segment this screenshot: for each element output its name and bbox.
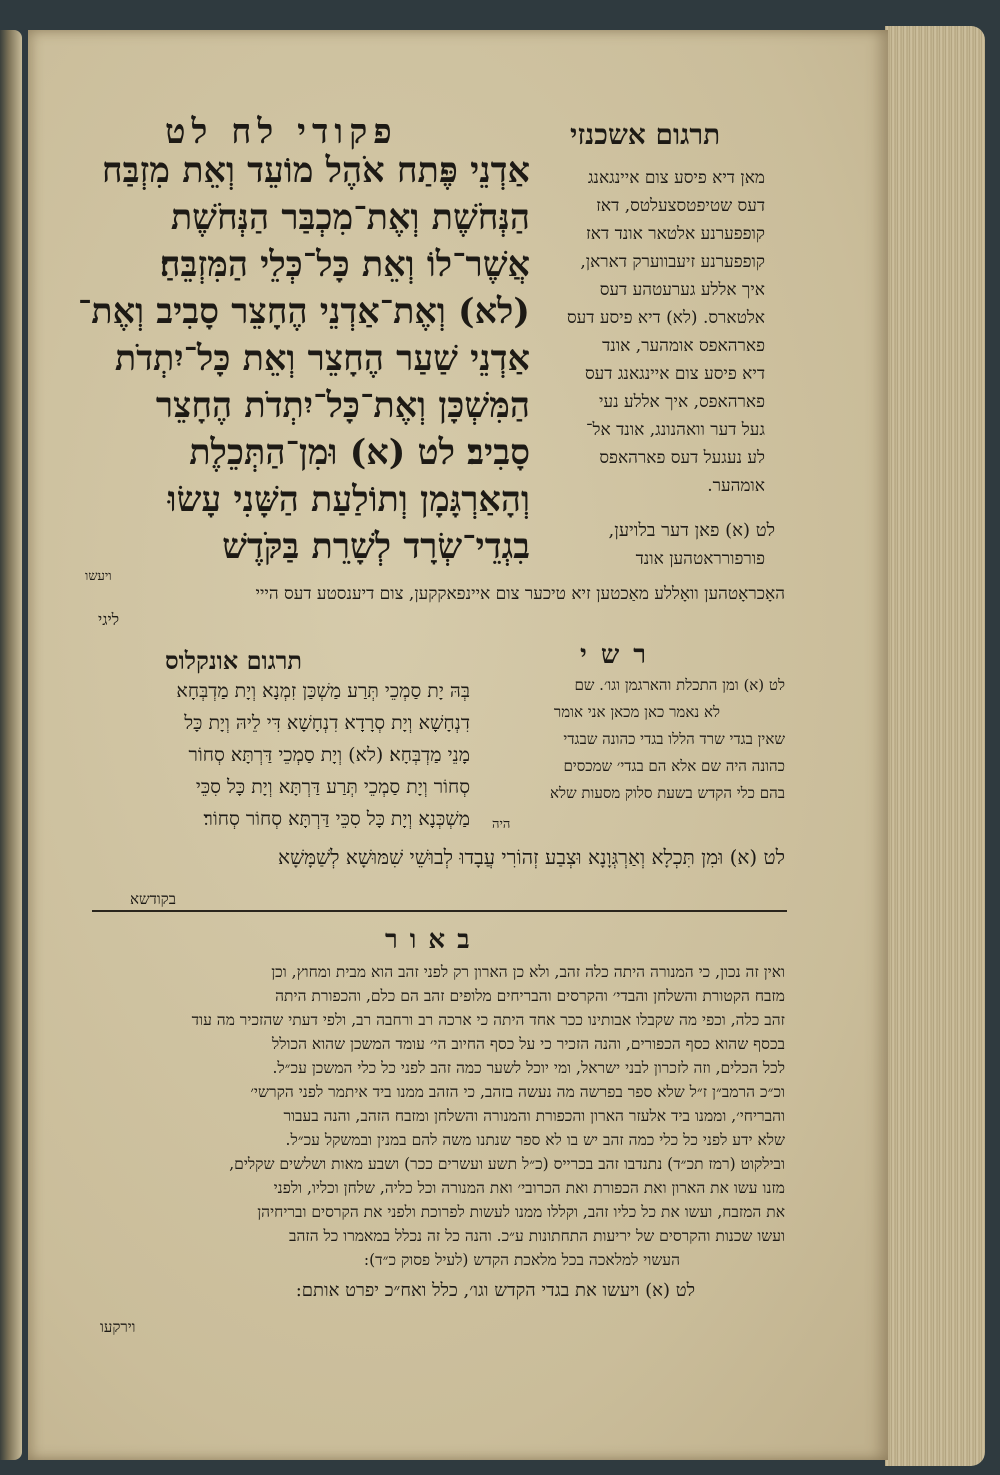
biur-line: ובילקוט (רמז תכ״ד) נתנדבו זהב בכרייס (כ״ל תשע ועשרים ככר) ושבע מאות ושלשים שקלים,	[229, 1155, 785, 1173]
torah-line: הַנְּחֹשֶׁת וְאֶת־מִכְבַּר הַנְּחֹשֶׁת	[170, 197, 530, 238]
translation-line: פורפורראטהען אונד	[635, 549, 765, 569]
rashi-heading: רשי	[580, 640, 660, 670]
biur-line: מזבח הקטורת והשלחן והבדי׳ והקרסים והבריחים מלופים זהב הם כלם, והכפורת היתה	[275, 987, 785, 1005]
torah-line: אֲשֶׁר־לוֹ וְאֵת כָּל־כְּלֵי הַמִּזְבֵּחַ׃	[159, 244, 530, 285]
translation-line: מאן דיא פיסע צום איינגאנג	[587, 168, 765, 188]
page-stack-edge	[885, 26, 985, 1466]
onkelos-ch39-line: לט (א) וּמִן תִּכְלָא וְאַרְגְּוָנָא וּצְבַע זְהוֹרִי עֲבָדוּ לְבוּשֵׁי שִׁמּוּשָׁא לְשַׁמָּשָׁא	[277, 845, 785, 869]
biur-heading: באור	[385, 925, 482, 955]
translation-line: דעס שטיפטסצעלטס, דאז	[596, 196, 765, 216]
torah-line: אַדְנֵי פֶּתַח אֹהֶל מוֹעֵד וְאֵת מִזְבַּח	[101, 150, 530, 191]
rashi-line: לא נאמר כאן מכאן אני אומר	[553, 703, 720, 721]
biur-line: ועשו שכנות והקרסים של יריעות התחתונות ע״כ. והנה כל זה נכלל במאמרו כל הזהב	[288, 1227, 785, 1245]
translation-line: פארהאפס, איך אללע נעי	[599, 392, 765, 412]
biur-line: העשוי למלאכה בכל מלאכת הקדש (לעיל פסוק כ״ד):	[363, 1251, 680, 1269]
torah-catchword: ויעשו	[85, 569, 112, 584]
biur-catchword: וירקעו	[100, 1318, 136, 1336]
biur-line: והבריחי׳, וממנו ביד אלעזר הארון והכפורת והמנורה והשלחן ומזבח הזהב, והנה בעבור	[283, 1107, 785, 1125]
torah-line: (לא) וְאֶת־אַדְנֵי הֶחָצֵר סָבִיב וְאֶת־	[77, 291, 530, 332]
biur-line: זהב כלה, וכפי מה שקבלו אבותינו ככר אחד היתה כי ארכה רב ורחבה רב, ולפי דעתי שהזכיר מה עוד	[191, 1011, 785, 1029]
torah-line: הַמִּשְׁכָּן וְאֶת־כָּל־יִתְדֹת הֶחָצֵר	[155, 385, 530, 426]
torah-line: בִגְדֵי־שְׂרָד לְשָׁרֵת בַּקֹּדֶשׁ	[222, 526, 530, 567]
onkelos-line: דִנְחָשָׁא וְיָת סְרָדָא דִנְחָשָׁא דִּי לֵיהּ וְיָת כָּל	[184, 712, 470, 734]
translation-line: לט (א) פאן דער בלויען,	[608, 520, 775, 541]
biur-ch39-line: לט (א) ויעשו את בגדי הקדש וגו׳, כלל ואח״כ יפרט אותם:	[295, 1280, 695, 1301]
torah-line: וְהָאַרְגָּמָן וְתוֹלַעַת הַשָּׁנִי עָשׂוּ	[167, 479, 530, 520]
onkelos-line: בְּהּ יָת סַמְכֵי תְּרַע מַשְׁכַּן זִמְנָא וְיָת מַדְבְּחָא	[176, 680, 470, 702]
onkelos-catchword: בקודשא	[130, 890, 176, 908]
biur-line: מזנו עשו את הארון ואת הכפורת ואת הכרובי׳ ואת המנורה וכל כליה, שלחן וכליו, ולפני	[273, 1179, 785, 1197]
left-page-edge	[0, 30, 22, 1460]
translation-line: אלטארס. (לא) דיא פיסע דעס	[566, 308, 765, 328]
running-title-right: תרגום אשכנזי	[570, 118, 721, 151]
onkelos-line: סְחוֹר וְיָת סַמְכֵי תְּרַע דַּרְתָּא וְיָת כָּל סִכֵּי	[195, 776, 470, 798]
torah-line: אַדְנֵי שַׁעַר הֶחָצֵר וְאֵת כָּל־יִתְדֹת	[114, 338, 530, 379]
translation-line: אומהער.	[707, 476, 765, 496]
biur-line: וכ״כ הרמב״ן ז״ל שלא ספר בפרשה מה נעשה בזהב, כי הזהב ממנו ביד איתמר לפני הקרשי׳	[250, 1083, 785, 1101]
translation-line: לע נעגעל דעס פארהאפס	[599, 448, 765, 468]
biur-line: בכסף שהוא כסף הכפורים, והנה הזכיר כי על כסף החיוב הי׳ עומד המשכן שהוא הכולל	[272, 1035, 785, 1053]
running-title-left: פקודי לח לט	[165, 112, 398, 152]
rashi-line: בהם כלי הקדש בשעת סלוק מסעות שלא	[549, 784, 785, 802]
biur-line: שלא ידע לפני כל כלי כמה זהב יש בו לא ספר שנתנו משה להם במנין ובמשקל עכ״ל.	[285, 1131, 785, 1149]
translation-wide-line: האָכראָטהען וואָללע מאַכטען זיא טיכער צום איינפאקקען, צום דיענסטע דעס הייי	[255, 584, 785, 604]
translation-line: איך אללע גערעטהע דעס	[599, 280, 765, 300]
translation-line: פארהאפס אומהער, אונד	[602, 336, 765, 356]
torah-line: סָבִיב׃ לט (א) וּמִן־הַתְּכֵלֶת	[189, 432, 530, 473]
translation-line: דיא פיסע צום איינגאנג דעס	[584, 364, 765, 384]
rashi-line: שאין בגדי שרד הללו בגדי כהונה שבגדי	[563, 730, 785, 748]
rashi-line: היה	[492, 817, 511, 832]
translation-line: קופפערנע אלטאר אונד דאז	[586, 224, 765, 244]
translation-line: קופפערנע זיעבווערק דאראן,	[580, 252, 765, 272]
biur-line: ואין זה נכון, כי המנורה היתה כלה זהב, ולא כן הארון רק לפני זהב הוא מבית ומחוץ, וכן	[271, 963, 785, 981]
translation-line: געל דער וואהנונג, אונד אל־	[586, 420, 765, 440]
rashi-line: לט (א) ומן התכלת והארגמן וגו׳. שם	[574, 676, 785, 694]
onkelos-heading: תרגום אונקלוס	[165, 646, 303, 675]
biur-line: לכל הכלים, וזה לזכרון לבני ישראל, ומי יוכל לשער כמה זהב לפני כל כלי המשכן עכ״ל.	[272, 1059, 785, 1077]
rashi-line: כהונה היה שם אלא הם בגדי׳ שמכסים	[563, 757, 785, 775]
biur-line: את המזבח, ועשו את כל כליו זהב, וקללו ממנו לעשות לפרוכת ולפני את הקרסים ובריחיהן	[257, 1203, 785, 1221]
onkelos-line: מַשְׁכְּנָא וְיָת כָּל סִכֵּי דַּרְתָּא סְחוֹר סְחוֹר׃	[203, 808, 470, 830]
onkelos-line: מָנֵי מַדְבְּחָא׃ (לא) וְיָת סַמְכֵי דַּרְתָּא סְחוֹר	[188, 744, 470, 766]
translation-wide-line-end: ליגי	[98, 610, 120, 629]
section-divider	[92, 910, 787, 912]
